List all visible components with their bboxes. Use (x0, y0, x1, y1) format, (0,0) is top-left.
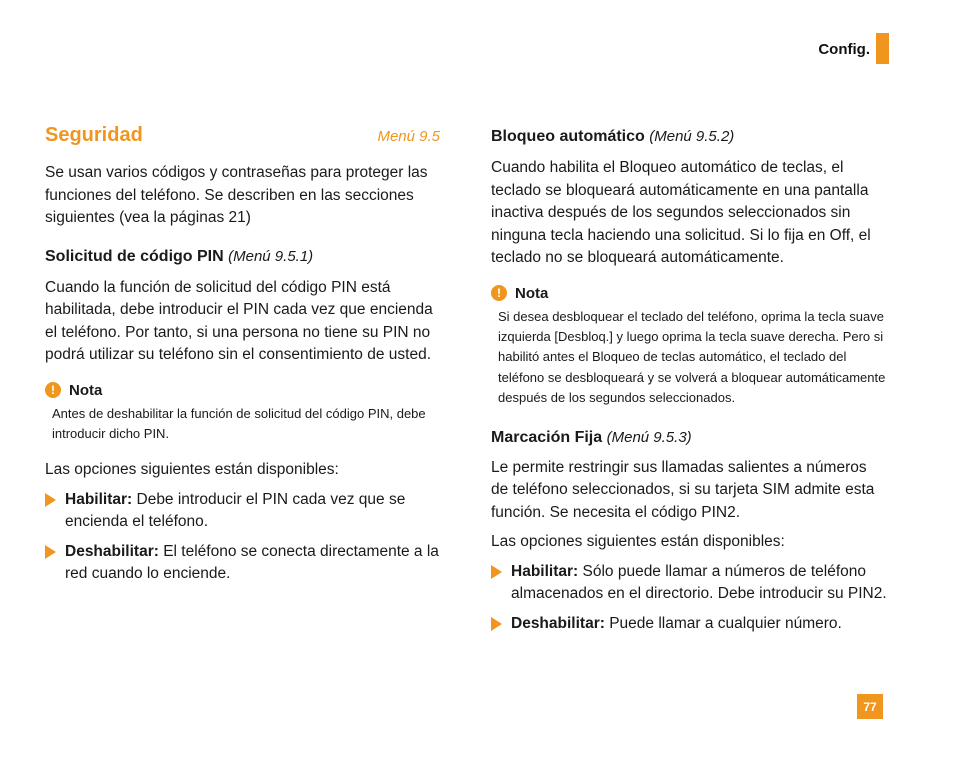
pin-body: Cuando la función de solicitud del código PIN está habilitada, debe introducir el PIN cada vez que encienda el teléfono. Por tanto, si una persona no tiene su PIN no podrá utilizar su teléfono sin el consentimiento de usted. (45, 278, 433, 363)
option-text: El teléfono se conecta directamente a la red cuando lo enciende. (65, 542, 439, 583)
autolock-title: Bloqueo automático (491, 128, 645, 145)
header-tab-marker (876, 33, 889, 64)
option-item (491, 561, 888, 606)
bullet-arrow-icon (45, 493, 56, 507)
option-item (45, 541, 440, 586)
section-heading (45, 124, 440, 147)
fixed-dial-title: Marcación Fija (491, 428, 603, 446)
note-heading (491, 285, 888, 302)
intro-text: Se usan varios códigos y contraseñas para proteger las funciones del teléfono. Se describen en las secciones siguientes (vea la páginas 21) (45, 164, 428, 226)
section-title: Seguridad (45, 124, 143, 146)
note-body: Si desea desbloquear el teclado del teléfono, oprima la tecla suave izquierda [Desbloq.] y luego oprima la tecla suave derecha. Pero si habilitó antes el Bloqueo de teclas automático, el teclado del teléfono se desbloqueará y se volverá a bloquear automáticamente después de los segundos seleccionados. (498, 308, 886, 406)
section-menu-number: Menú 9.5 (377, 128, 440, 145)
option-label: Deshabilitar: (511, 614, 605, 632)
option-text: Puede llamar a cualquier número. (609, 614, 842, 632)
pin-title: Solicitud de código PIN (45, 247, 224, 265)
note-heading (45, 382, 440, 399)
autolock-heading (491, 126, 888, 148)
option-label: Habilitar: (511, 562, 579, 580)
warning-icon: ! (45, 382, 61, 398)
option-label: Deshabilitar: (65, 542, 159, 560)
note-body: Antes de deshabilitar la función de solicitud del código PIN, debe introducir dicho PIN. (52, 405, 426, 441)
pin-heading (45, 246, 440, 268)
options-intro: Las opciones siguientes están disponibles: (45, 461, 339, 479)
bullet-arrow-icon (491, 565, 502, 579)
fixed-dial-menu: (Menú 9.5.3) (606, 428, 692, 446)
header-section-label: Config. (818, 41, 870, 58)
autolock-body: Cuando habilita el Bloqueo automático de teclas, el teclado se bloqueará automáticamente en una pantalla inactiva después de los segundos seleccionados sin ninguna tecla haciendo una solicitud. Si lo fija en Off, el teclado no se bloqueará automáticamente. (491, 159, 871, 266)
option-label: Habilitar: (65, 490, 133, 508)
fixed-dial-body: Le permite restringir sus llamadas salientes a números de teléfono seleccionados, si su tarjeta SIM admite esta función. Se necesita el código PIN2. (491, 458, 875, 521)
note-title: Nota (69, 381, 103, 399)
option-text: Debe introducir el PIN cada vez que se encienda el teléfono. (65, 490, 406, 531)
warning-icon: ! (491, 285, 507, 301)
note-title: Nota (515, 284, 549, 302)
autolock-menu: (Menú 9.5.2) (649, 128, 735, 145)
left-column (45, 124, 440, 586)
options-intro: Las opciones siguientes están disponibles: (491, 533, 785, 551)
option-item (491, 613, 888, 636)
bullet-arrow-icon (45, 545, 56, 559)
pin-menu: (Menú 9.5.1) (228, 247, 314, 265)
option-text: Sólo puede llamar a números de teléfono almacenados en el directorio. Debe introducir su PIN2. (511, 562, 887, 603)
right-column (491, 124, 888, 635)
option-item (45, 489, 440, 534)
fixed-dial-heading (491, 427, 888, 449)
bullet-arrow-icon (491, 617, 502, 631)
page-number: 77 (857, 694, 883, 719)
